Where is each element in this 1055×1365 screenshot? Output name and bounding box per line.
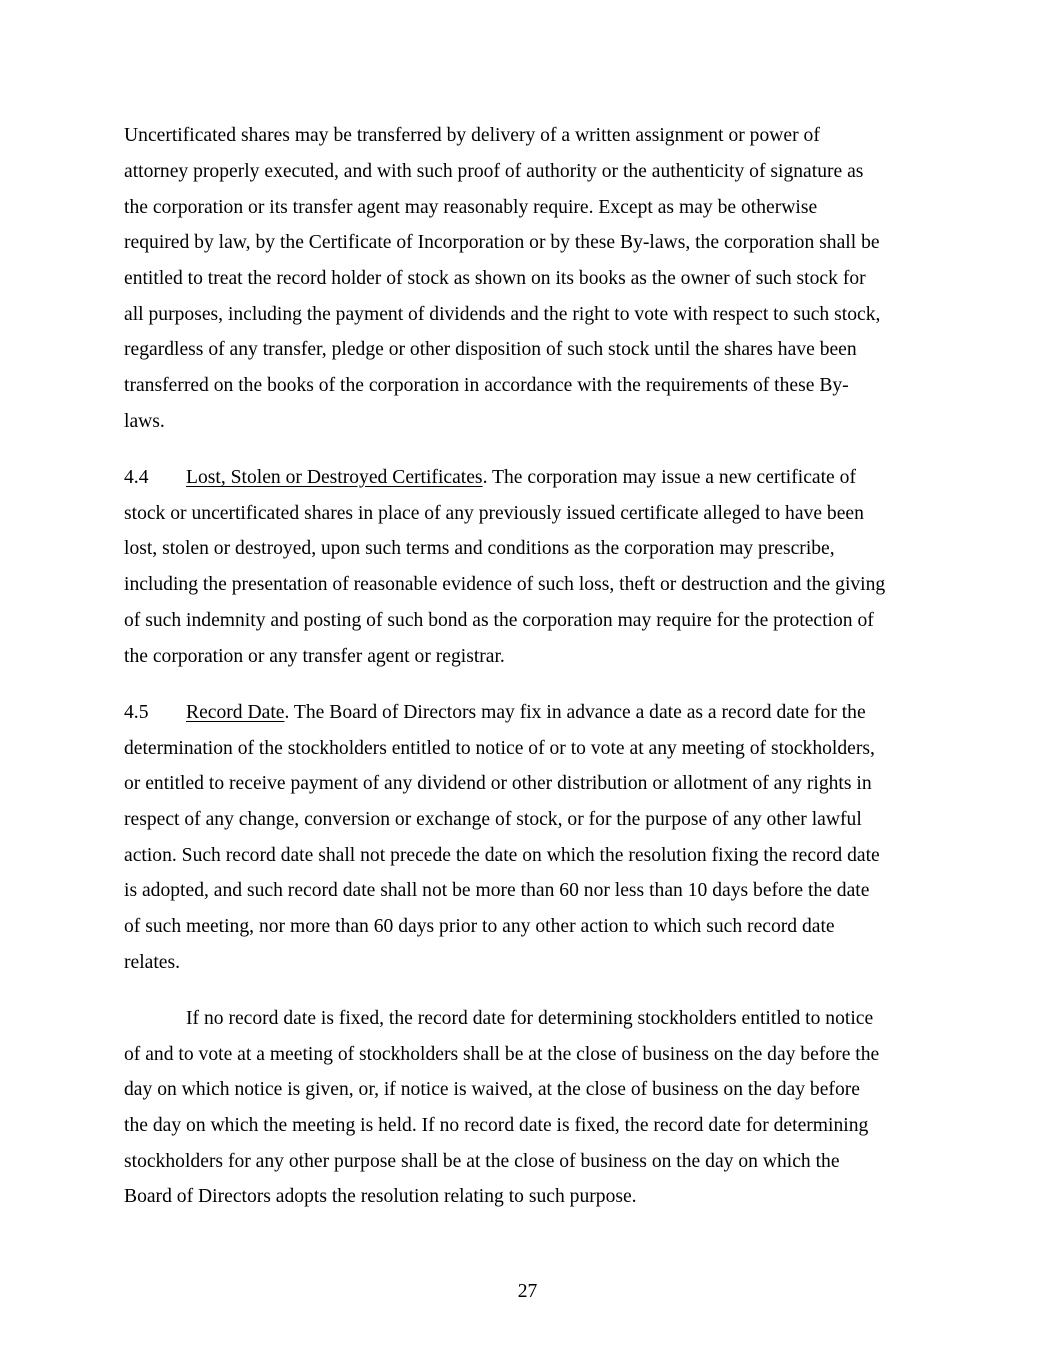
section-heading-line (124, 701, 866, 725)
text-line: attorney properly executed, and with such proof of authority or the authenticity of signature as (124, 161, 864, 182)
text-line: stock or uncertificated shares in place of any previously issued certificate alleged to have been (124, 503, 864, 524)
text-line: is adopted, and such record date shall not be more than 60 nor less than 10 days before the date (124, 880, 870, 901)
text-line: Uncertificated shares may be transferred by delivery of a written assignment or power of (124, 125, 820, 146)
page-number: 27 (517, 1281, 538, 1302)
text-line: Board of Directors adopts the resolution relating to such purpose. (124, 1186, 637, 1207)
text-line (124, 1007, 873, 1031)
text-line: relates. (124, 952, 181, 973)
section-number: 4.4 (124, 467, 149, 488)
text-line: or entitled to receive payment of any dividend or other distribution or allotment of any rights in (124, 773, 872, 794)
text-fragment: . The corporation may issue a new certificate of (482, 467, 856, 488)
text-line: action. Such record date shall not precede the date on which the resolution fixing the record date (124, 845, 880, 866)
text-line: the corporation or its transfer agent may reasonably require. Except as may be otherwise (124, 197, 818, 218)
text-line: stockholders for any other purpose shall be at the close of business on the day on which the (124, 1151, 840, 1172)
text-line: including the presentation of reasonable evidence of such loss, theft or destruction and the giving (124, 574, 886, 595)
text-line: entitled to treat the record holder of stock as shown on its books as the owner of such stock for (124, 268, 866, 289)
text-line: all purposes, including the payment of dividends and the right to vote with respect to such stock, (124, 304, 881, 325)
text-line: of such meeting, nor more than 60 days prior to any other action to which such record date (124, 916, 835, 937)
text-line: day on which notice is given, or, if notice is waived, at the close of business on the day before (124, 1079, 860, 1100)
text-fragment: If no record date is fixed, the record date for determining stockholders entitled to notice (186, 1008, 874, 1029)
text-line: the day on which the meeting is held. If no record date is fixed, the record date for determining (124, 1115, 869, 1136)
section-heading: Lost, Stolen or Destroyed Certificates (186, 467, 483, 488)
section-heading-line (124, 466, 856, 490)
text-line: respect of any change, conversion or exchange of stock, or for the purpose of any other lawful (124, 809, 862, 830)
text-line: the corporation or any transfer agent or registrar. (124, 646, 505, 667)
section-heading: Record Date (186, 702, 285, 723)
text-line: of and to vote at a meeting of stockholders shall be at the close of business on the day before the (124, 1044, 880, 1065)
text-line: lost, stolen or destroyed, upon such terms and conditions as the corporation may prescribe, (124, 538, 835, 559)
text-fragment: . The Board of Directors may fix in advance a date as a record date for the (284, 702, 866, 723)
text-line: regardless of any transfer, pledge or other disposition of such stock until the shares have been (124, 339, 857, 360)
text-line: of such indemnity and posting of such bond as the corporation may require for the protection of (124, 610, 874, 631)
text-line: laws. (124, 411, 165, 432)
text-line: determination of the stockholders entitled to notice of or to vote at any meeting of stockholders, (124, 738, 875, 759)
section-number: 4.5 (124, 702, 149, 723)
text-line: transferred on the books of the corporation in accordance with the requirements of these By- (124, 375, 849, 396)
text-line: required by law, by the Certificate of Incorporation or by these By-laws, the corporation shall be (124, 232, 880, 253)
